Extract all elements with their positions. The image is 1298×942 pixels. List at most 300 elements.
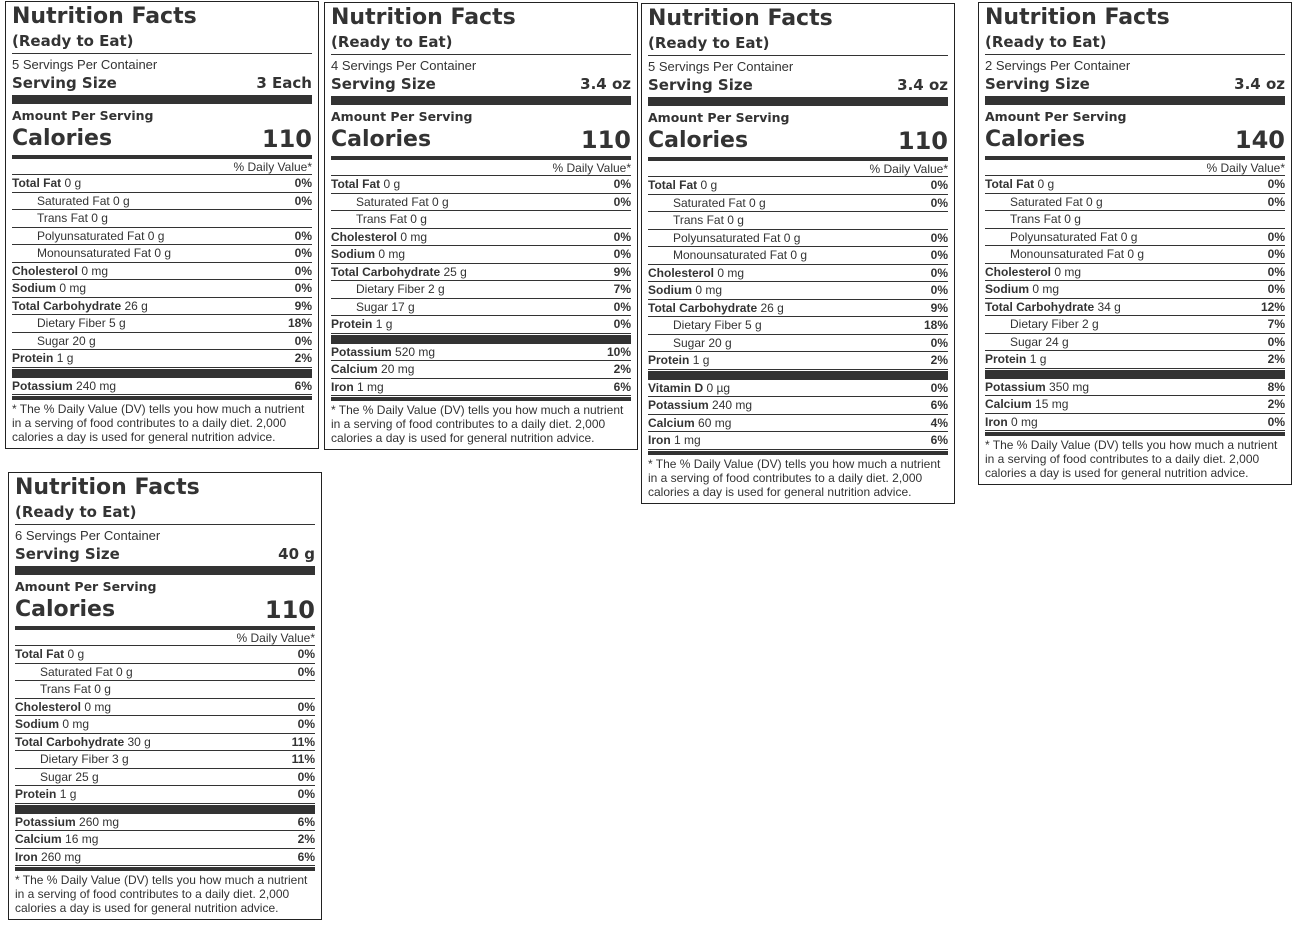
label-title: Nutrition Facts — [648, 6, 833, 31]
calories-value: 110 — [580, 126, 631, 154]
nutrient-label — [12, 228, 164, 245]
calories-label: Calories — [12, 126, 113, 151]
servings-per-container: 6 Servings Per Container — [15, 528, 161, 543]
mineral-amount: 1 mg — [357, 379, 384, 394]
nutrient-name: Monounsaturated Fat 0 g — [1010, 247, 1145, 261]
nutrient-row — [12, 263, 312, 281]
label-subtitle: (Ready to Eat) — [985, 32, 1285, 55]
nutrient-row — [15, 734, 315, 752]
mineral-percent: 10% — [606, 344, 631, 359]
nutrient-row — [648, 300, 948, 318]
nutrient-percent: 7% — [613, 282, 631, 296]
nutrient-row — [331, 281, 631, 299]
nutrition-facts-label — [978, 2, 1292, 485]
nutrient-percent: 0% — [297, 647, 315, 661]
nutrient-percent: 0% — [294, 176, 312, 190]
mineral-amount: 0 µg — [706, 380, 731, 395]
calories-row — [12, 125, 312, 153]
nutrient-name: Dietary Fiber 2 g — [1010, 317, 1099, 331]
nutrient-row — [648, 335, 948, 353]
mineral-name: Potassium — [12, 378, 73, 393]
servings-per-container: 4 Servings Per Container — [331, 58, 477, 73]
nutrient-label — [648, 230, 800, 247]
mineral-row — [648, 432, 948, 450]
mineral-percent: 6% — [930, 398, 948, 412]
nutrient-label — [985, 299, 1121, 316]
nutrient-label — [12, 350, 73, 367]
mineral-label — [331, 344, 435, 361]
nutrient-label — [985, 351, 1046, 368]
serving-size-value: 3.4 oz — [580, 75, 631, 93]
divider-thick — [648, 371, 948, 380]
nutrient-percent: 0% — [297, 664, 315, 679]
nutrient-percent: 2% — [930, 353, 948, 367]
calories-row — [331, 126, 631, 154]
mineral-row — [985, 396, 1285, 414]
nutrient-name: Protein — [648, 353, 690, 367]
nutrient-name: Total Fat — [331, 177, 381, 191]
nutrient-name: Sodium — [15, 717, 59, 731]
divider-medium — [648, 451, 948, 455]
mineral-percent: 0% — [1267, 414, 1285, 429]
nutrient-percent: 9% — [930, 300, 948, 315]
mineral-amount: 15 mg — [1035, 397, 1069, 411]
serving-size-label: Serving Size — [648, 76, 753, 94]
nutrient-amount: 0 mg — [59, 281, 87, 295]
nutrition-facts-label — [324, 2, 638, 450]
nutrient-label — [12, 280, 86, 297]
mineral-label — [331, 379, 384, 396]
nutrient-amount: 0 g — [1037, 177, 1055, 191]
nutrition-facts-label — [5, 1, 319, 449]
nutrient-name: Sodium — [331, 247, 375, 261]
nutrient-row — [12, 228, 312, 246]
mineral-percent: 6% — [294, 378, 312, 393]
nutrient-label — [648, 212, 744, 229]
mineral-amount: 350 mg — [1049, 379, 1090, 394]
divider-thick — [648, 97, 948, 106]
nutrient-row — [985, 176, 1285, 194]
nutrient-percent: 0% — [294, 263, 312, 278]
label-title: Nutrition Facts — [331, 5, 516, 30]
nutrient-percent: 2% — [294, 351, 312, 365]
nutrition-facts-label — [641, 3, 955, 504]
nutrient-amount: 1 g — [692, 353, 710, 367]
nutrient-name: Cholesterol — [331, 229, 398, 244]
mineral-percent: 6% — [297, 849, 315, 864]
calories-value: 110 — [897, 127, 948, 155]
divider-medium — [331, 156, 631, 160]
nutrient-amount: 30 g — [127, 734, 151, 749]
nutrient-label — [12, 245, 171, 262]
nutrient-percent: 0% — [294, 193, 312, 208]
nutrient-name: Total Fat — [985, 177, 1035, 191]
servings-per-container: 2 Servings Per Container — [985, 58, 1131, 73]
nutrient-row — [648, 212, 948, 230]
amount-per-serving: Amount Per Serving — [12, 108, 154, 123]
nutrient-name: Sugar 24 g — [1010, 334, 1069, 349]
nutrient-label — [15, 716, 89, 733]
nutrient-percent: 2% — [1267, 352, 1285, 366]
divider-thick — [15, 805, 315, 814]
nutrient-label — [648, 282, 722, 299]
nutrient-amount: 0 g — [64, 176, 82, 190]
mineral-amount: 0 mg — [1011, 414, 1038, 429]
nutrient-amount: 0 mg — [84, 699, 112, 714]
daily-value-footnote: * The % Daily Value (DV) tells you how much a nutrient in a serving of food contributes to a daily diet. 2,000 calories a day is used for general nutrition advice. — [648, 456, 941, 499]
nutrient-name: Protein — [12, 351, 54, 365]
serving-size-row — [12, 73, 312, 93]
daily-value-header: % Daily Value* — [12, 160, 312, 175]
divider-medium — [985, 156, 1285, 160]
mineral-label — [331, 361, 414, 378]
nutrient-name: Protein — [331, 317, 373, 331]
nutrient-row — [985, 281, 1285, 299]
nutrient-name: Saturated Fat 0 g — [1010, 194, 1103, 209]
nutrient-row — [648, 317, 948, 335]
nutrient-label — [985, 194, 1103, 211]
nutrient-label — [331, 194, 449, 211]
serving-size-row — [648, 75, 948, 95]
nutrient-name: Monounsaturated Fat 0 g — [673, 248, 808, 262]
mineral-label — [15, 814, 119, 831]
nutrient-name: Protein — [15, 787, 57, 801]
nutrient-name: Dietary Fiber 2 g — [356, 282, 445, 296]
mineral-label — [648, 397, 752, 414]
serving-size-value: 3.4 oz — [1234, 75, 1285, 93]
divider-thick — [12, 369, 312, 378]
nutrient-label — [12, 298, 148, 315]
divider-medium — [648, 157, 948, 161]
nutrient-label — [648, 335, 732, 352]
label-title: Nutrition Facts — [985, 5, 1170, 30]
nutrient-label — [648, 177, 717, 194]
nutrient-label — [331, 264, 467, 281]
daily-value-footnote: * The % Daily Value (DV) tells you how much a nutrient in a serving of food contributes to a daily diet. 2,000 calories a day is used for general nutrition advice. — [985, 438, 1278, 480]
nutrient-row — [985, 194, 1285, 212]
nutrient-label — [331, 316, 392, 333]
nutrient-amount: 26 g — [760, 300, 784, 315]
mineral-percent: 2% — [613, 362, 631, 376]
nutrient-label — [985, 176, 1054, 193]
nutrient-row — [985, 229, 1285, 247]
mineral-percent: 0% — [930, 380, 948, 395]
nutrient-name: Saturated Fat 0 g — [356, 194, 449, 209]
mineral-amount: 16 mg — [65, 832, 99, 846]
calories-value: 140 — [1234, 126, 1285, 154]
calories-label: Calories — [985, 127, 1086, 152]
serving-size-label: Serving Size — [12, 74, 117, 92]
mineral-amount: 240 mg — [76, 378, 117, 393]
calories-label: Calories — [15, 597, 116, 622]
nutrient-percent: 0% — [294, 228, 312, 243]
serving-size-value: 3 Each — [256, 74, 312, 92]
mineral-row — [15, 849, 315, 867]
nutrient-label — [985, 211, 1081, 228]
nutrient-name: Cholesterol — [15, 699, 82, 714]
mineral-row — [648, 397, 948, 415]
nutrient-percent: 0% — [930, 248, 948, 262]
nutrient-row — [331, 246, 631, 264]
mineral-label — [648, 380, 730, 397]
mineral-amount: 240 mg — [712, 398, 753, 412]
nutrient-label — [985, 281, 1059, 298]
nutrient-percent: 0% — [930, 195, 948, 210]
mineral-name: Potassium — [331, 344, 392, 359]
mineral-name: Calcium — [331, 362, 378, 376]
nutrient-name: Total Fat — [15, 647, 65, 661]
mineral-name: Potassium — [985, 379, 1046, 394]
serving-size-label: Serving Size — [331, 75, 436, 93]
nutrient-name: Monounsaturated Fat 0 g — [37, 246, 172, 260]
nutrient-row — [331, 229, 631, 247]
mineral-amount: 260 mg — [79, 814, 120, 829]
nutrient-name: Trans Fat 0 g — [673, 213, 744, 227]
nutrient-percent: 0% — [613, 317, 631, 331]
nutrient-name: Cholesterol — [12, 263, 79, 278]
nutrient-amount: 1 g — [59, 787, 77, 801]
serving-size-row — [331, 74, 631, 94]
nutrient-row — [331, 211, 631, 229]
nutrient-row — [15, 699, 315, 717]
nutrient-name: Protein — [985, 352, 1027, 366]
nutrient-percent: 0% — [930, 178, 948, 192]
nutrient-name: Total Carbohydrate — [12, 298, 122, 313]
nutrient-name: Sodium — [648, 283, 692, 297]
nutrient-label — [12, 263, 108, 280]
nutrient-row — [648, 177, 948, 195]
mineral-name: Calcium — [15, 832, 62, 846]
mineral-amount: 1 mg — [674, 433, 701, 447]
nutrient-amount: 0 mg — [378, 247, 406, 261]
nutrient-percent: 0% — [613, 194, 631, 209]
nutrient-percent: 0% — [297, 717, 315, 731]
calories-value: 110 — [264, 596, 315, 624]
mineral-row — [331, 361, 631, 379]
nutrient-label — [331, 176, 400, 193]
nutrient-percent: 0% — [613, 247, 631, 261]
nutrient-row — [12, 298, 312, 316]
nutrient-name: Total Carbohydrate — [985, 299, 1095, 314]
nutrient-name: Trans Fat 0 g — [356, 212, 427, 226]
amount-per-serving: Amount Per Serving — [648, 110, 790, 125]
nutrient-row — [985, 211, 1285, 229]
mineral-percent: 4% — [930, 415, 948, 430]
mineral-amount: 60 mg — [698, 415, 732, 430]
label-subtitle: (Ready to Eat) — [331, 32, 631, 55]
nutrient-row — [12, 175, 312, 193]
mineral-row — [12, 378, 312, 396]
nutrient-name: Saturated Fat 0 g — [40, 664, 133, 679]
nutrient-amount: 0 mg — [1054, 264, 1082, 279]
nutrient-amount: 25 g — [443, 264, 467, 279]
amount-per-serving: Amount Per Serving — [15, 579, 157, 594]
mineral-name: Iron — [15, 849, 38, 864]
calories-row — [985, 126, 1285, 154]
mineral-amount: 20 mg — [381, 362, 415, 376]
nutrient-label — [985, 229, 1137, 246]
nutrient-percent: 0% — [930, 230, 948, 245]
label-subtitle: (Ready to Eat) — [15, 502, 315, 525]
nutrient-row — [15, 786, 315, 804]
nutrient-row — [12, 210, 312, 228]
nutrient-name: Sugar 25 g — [40, 769, 99, 784]
nutrient-percent: 18% — [923, 318, 948, 332]
daily-value-footnote: * The % Daily Value (DV) tells you how much a nutrient in a serving of food contributes to a daily diet. 2,000 calories a day is used for general nutrition advice. — [15, 873, 308, 915]
mineral-percent: 2% — [297, 832, 315, 846]
nutrient-label — [12, 333, 96, 350]
nutrient-percent: 0% — [930, 265, 948, 280]
nutrient-row — [331, 316, 631, 334]
nutrient-percent: 12% — [1260, 299, 1285, 314]
serving-size-label: Serving Size — [15, 545, 120, 563]
nutrient-label — [15, 734, 151, 751]
nutrient-percent: 0% — [294, 246, 312, 260]
nutrient-percent: 11% — [291, 734, 315, 749]
nutrient-percent: 11% — [291, 752, 315, 766]
nutrient-name: Trans Fat 0 g — [37, 211, 108, 225]
mineral-amount: 520 mg — [395, 344, 436, 359]
mineral-name: Potassium — [15, 814, 76, 829]
nutrient-label — [15, 786, 76, 803]
amount-per-serving: Amount Per Serving — [331, 109, 473, 124]
nutrient-amount: 34 g — [1097, 299, 1121, 314]
nutrient-label — [331, 281, 445, 298]
nutrient-label — [12, 210, 108, 227]
nutrient-name: Total Fat — [648, 178, 698, 192]
nutrient-percent: 0% — [294, 333, 312, 348]
nutrient-label — [12, 175, 81, 192]
nutrient-percent: 9% — [294, 298, 312, 313]
divider-thick — [985, 370, 1285, 379]
nutrient-label — [331, 229, 427, 246]
nutrient-amount: 26 g — [124, 298, 148, 313]
nutrient-amount: 0 mg — [1032, 282, 1060, 296]
label-subtitle: (Ready to Eat) — [12, 31, 312, 54]
nutrient-amount: 0 g — [383, 177, 401, 191]
nutrient-name: Trans Fat 0 g — [40, 682, 111, 696]
nutrient-label — [331, 299, 415, 316]
mineral-label — [12, 378, 116, 395]
mineral-percent: 6% — [613, 379, 631, 394]
nutrient-row — [15, 751, 315, 769]
mineral-label — [15, 831, 98, 848]
mineral-label — [985, 379, 1089, 396]
nutrient-row — [12, 280, 312, 298]
nutrient-label — [648, 352, 709, 369]
nutrient-row — [985, 351, 1285, 369]
nutrient-name: Saturated Fat 0 g — [37, 193, 130, 208]
nutrient-percent: 0% — [1267, 264, 1285, 279]
nutrient-label — [15, 769, 99, 786]
nutrient-row — [12, 193, 312, 211]
nutrient-row — [648, 247, 948, 265]
nutrient-row — [985, 264, 1285, 282]
daily-value-header: % Daily Value* — [985, 161, 1285, 176]
nutrient-percent: 0% — [613, 177, 631, 191]
nutrient-label — [15, 646, 84, 663]
mineral-row — [15, 831, 315, 849]
divider-thick — [331, 96, 631, 105]
daily-value-header: % Daily Value* — [331, 161, 631, 176]
nutrient-percent: 7% — [1267, 317, 1285, 331]
divider-medium — [15, 867, 315, 871]
nutrient-name: Polyunsaturated Fat 0 g — [37, 228, 165, 243]
daily-value-footnote: * The % Daily Value (DV) tells you how much a nutrient in a serving of food contributes to a daily diet. 2,000 calories a day is used for general nutrition advice. — [12, 402, 305, 444]
nutrient-row — [985, 246, 1285, 264]
nutrient-amount: 0 mg — [62, 717, 90, 731]
nutrient-label — [985, 334, 1069, 351]
nutrient-row — [15, 664, 315, 682]
mineral-row — [331, 344, 631, 362]
nutrient-amount: 0 mg — [717, 265, 745, 280]
nutrient-name: Total Fat — [12, 176, 62, 190]
nutrient-row — [985, 316, 1285, 334]
nutrient-label — [985, 246, 1144, 263]
nutrient-row — [648, 352, 948, 370]
servings-per-container: 5 Servings Per Container — [648, 59, 794, 74]
nutrient-label — [12, 193, 130, 210]
divider-medium — [12, 396, 312, 400]
nutrient-row — [648, 265, 948, 283]
nutrient-percent: 0% — [297, 787, 315, 801]
divider-medium — [15, 626, 315, 630]
mineral-name: Iron — [985, 414, 1008, 429]
label-title: Nutrition Facts — [12, 4, 197, 29]
mineral-row — [985, 414, 1285, 432]
nutrient-percent: 0% — [1267, 334, 1285, 349]
nutrient-amount: 0 mg — [81, 263, 109, 278]
mineral-row — [648, 415, 948, 433]
nutrient-percent: 0% — [297, 699, 315, 714]
mineral-percent: 6% — [297, 814, 315, 829]
label-subtitle: (Ready to Eat) — [648, 33, 948, 56]
amount-per-serving: Amount Per Serving — [985, 109, 1127, 124]
calories-value: 110 — [261, 125, 312, 153]
mineral-label — [648, 432, 701, 449]
nutrient-amount: 0 g — [67, 647, 85, 661]
nutrient-percent: 0% — [613, 299, 631, 314]
nutrient-name: Dietary Fiber 5 g — [37, 316, 126, 330]
mineral-row — [331, 379, 631, 397]
nutrient-amount: 1 g — [375, 317, 393, 331]
divider-medium — [12, 155, 312, 159]
mineral-percent: 2% — [1267, 397, 1285, 411]
serving-size-row — [985, 74, 1285, 94]
nutrient-label — [648, 265, 744, 282]
daily-value-footnote: * The % Daily Value (DV) tells you how much a nutrient in a serving of food contributes to a daily diet. 2,000 calories a day is used for general nutrition advice. — [331, 403, 624, 445]
nutrient-name: Total Carbohydrate — [15, 734, 125, 749]
nutrient-amount: 1 g — [56, 351, 74, 365]
nutrient-percent: 0% — [1267, 229, 1285, 244]
nutrition-facts-label — [8, 472, 322, 920]
nutrient-name: Dietary Fiber 5 g — [673, 318, 762, 332]
divider-thick — [12, 95, 312, 104]
nutrient-row — [331, 264, 631, 282]
nutrient-percent: 9% — [613, 264, 631, 279]
nutrient-row — [985, 299, 1285, 317]
nutrient-percent: 0% — [930, 335, 948, 350]
nutrient-name: Polyunsaturated Fat 0 g — [1010, 229, 1138, 244]
nutrient-row — [331, 299, 631, 317]
mineral-row — [985, 379, 1285, 397]
nutrient-amount: 0 mg — [400, 229, 428, 244]
daily-value-header: % Daily Value* — [15, 631, 315, 646]
mineral-label — [648, 415, 731, 432]
serving-size-value: 40 g — [278, 545, 315, 563]
nutrient-label — [648, 317, 762, 334]
mineral-name: Iron — [331, 379, 354, 394]
